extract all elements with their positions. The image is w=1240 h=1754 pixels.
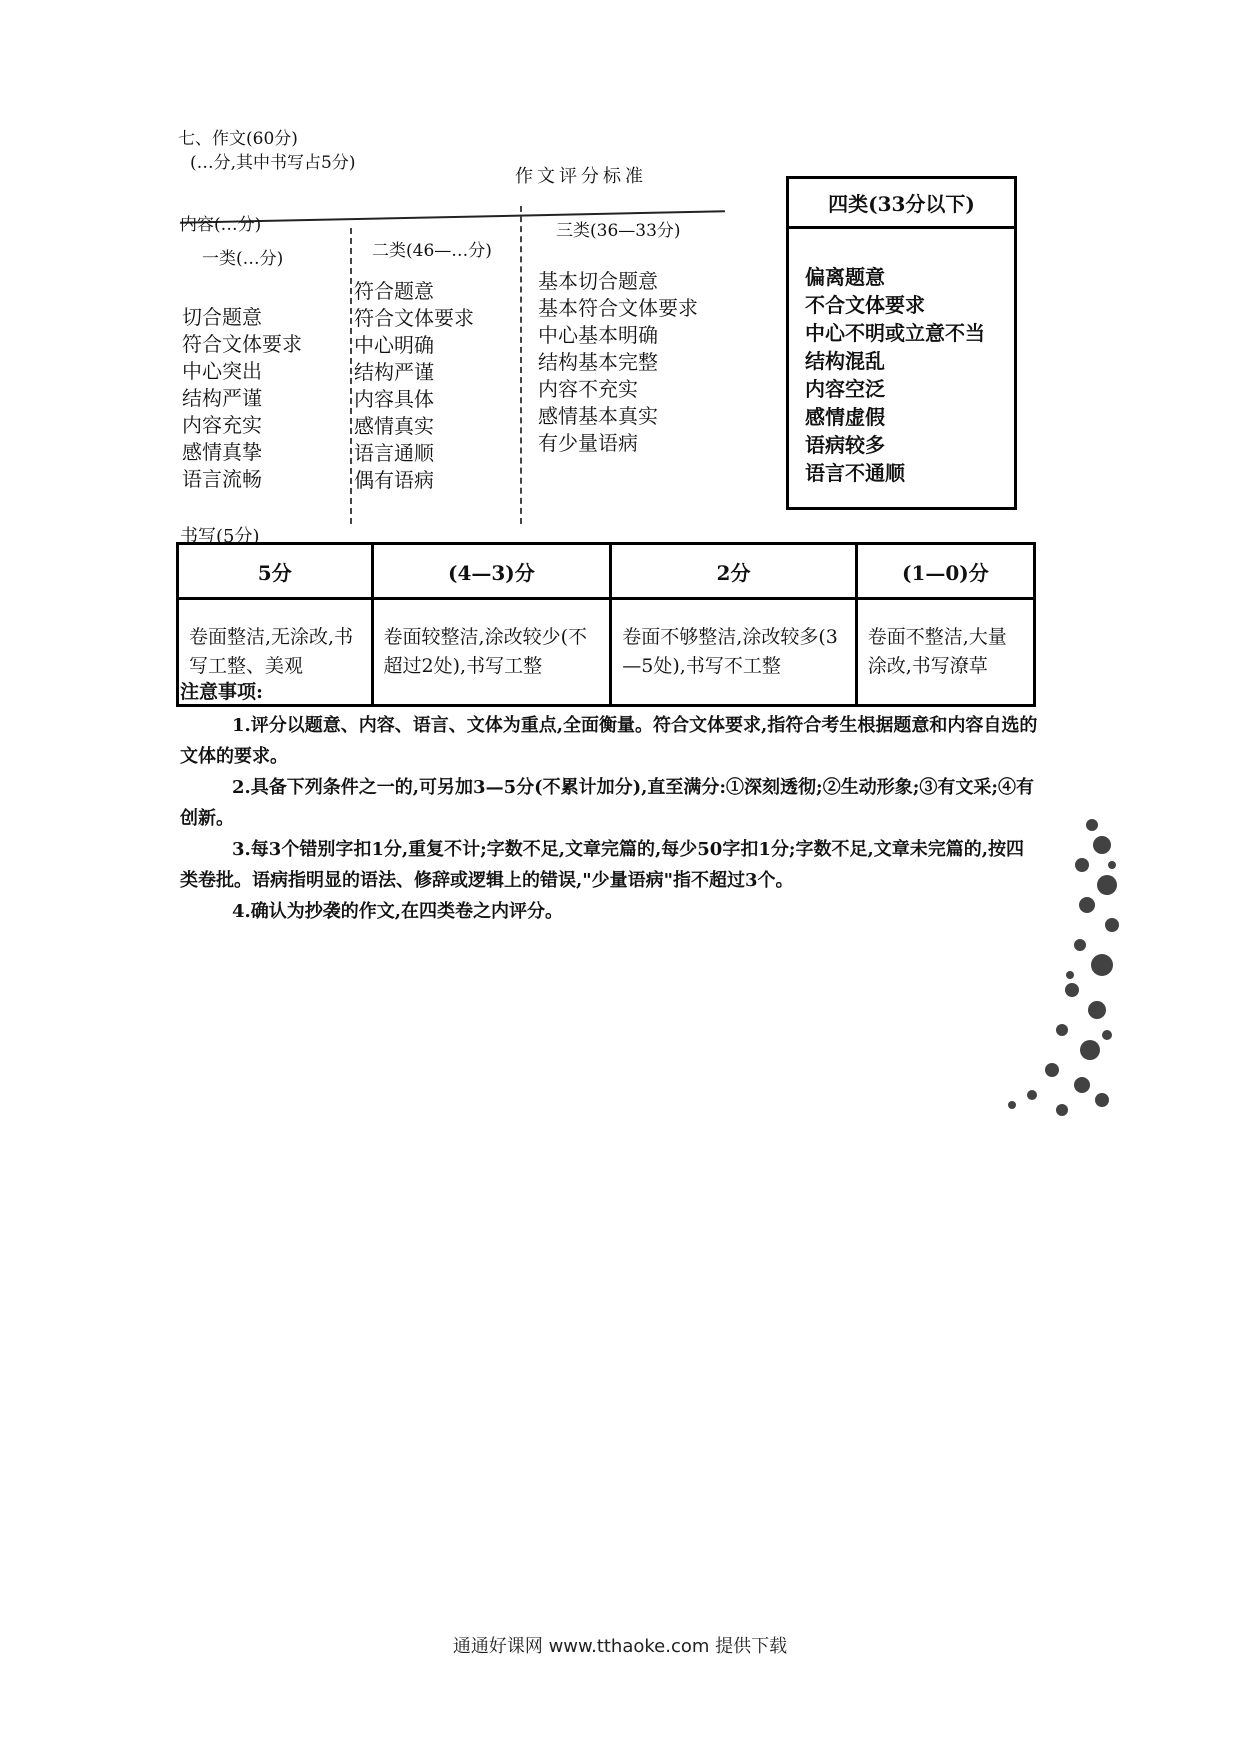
table-cell: 卷面不整洁,大量涂改,书写潦草	[856, 599, 1034, 706]
list-item: 内容不充实	[538, 377, 638, 401]
content-label: 内容(…分)	[180, 215, 262, 235]
table-cell: 卷面不够整洁,涂改较多(3—5处),书写不工整	[611, 599, 856, 706]
notes-section	[180, 677, 1040, 927]
list-item: 感情真实	[354, 414, 434, 438]
list-item: 符合文体要求	[354, 306, 474, 330]
list-item: 有少量语病	[538, 431, 638, 455]
table-header: (4—3)分	[372, 544, 611, 599]
list-item: 感情虚假	[805, 405, 885, 429]
note-item: 1.评分以题意、内容、语言、文体为重点,全面衡量。符合文体要求,指符合考生根据题意和内容自选的文体的要求。	[180, 715, 1038, 767]
list-item: 内容具体	[354, 387, 434, 411]
list-item: 结构基本完整	[538, 350, 658, 374]
class1-list	[182, 304, 302, 493]
list-item: 中心突出	[182, 359, 262, 383]
list-item: 基本符合文体要求	[538, 296, 698, 320]
class3-head: 三类(36—33分)	[556, 221, 681, 241]
table-cell: 卷面较整洁,涂改较少(不超过2处),书写工整	[372, 599, 611, 706]
table-header: (1—0)分	[856, 544, 1034, 599]
note-item: 2.具备下列条件之一的,可另加3—5分(不累计加分),直至满分:①深刻透彻;②生动形象;③有文采;④有创新。	[180, 777, 1034, 829]
scan-smudge	[962, 805, 1122, 1135]
list-item: 结构严谨	[354, 360, 434, 384]
note-item: 3.每3个错别字扣1分,重复不计;字数不足,文章完篇的,每少50字扣1分;字数不足,文章未完篇的,按四类卷批。语病指明显的语法、修辞或逻辑上的错误,"少量语病"指不超过3个。	[180, 839, 1025, 891]
list-item: 语病较多	[805, 433, 885, 457]
table-row	[178, 544, 1035, 599]
notes-title: 注意事项:	[180, 681, 264, 703]
writing-label: 书写(5分)	[180, 526, 260, 547]
list-item: 偶有语病	[354, 468, 434, 492]
list-item: 感情基本真实	[538, 404, 658, 428]
table-title: 作文评分标准	[515, 166, 647, 187]
table-cell: 卷面整洁,无涂改,书写工整、美观	[178, 599, 373, 706]
list-item: 符合文体要求	[182, 332, 302, 356]
list-item: 不合文体要求	[805, 293, 925, 317]
list-item: 语言流畅	[182, 467, 262, 491]
list-item: 偏离题意	[805, 265, 885, 289]
list-item: 中心基本明确	[538, 323, 658, 347]
class4-head: 四类(33分以下)	[789, 179, 1014, 229]
footer-text: 通通好课网 www.tthaoke.com 提供下载	[452, 1636, 788, 1657]
class2-list	[354, 278, 474, 494]
note-item: 4.确认为抄袭的作文,在四类卷之内评分。	[232, 901, 564, 922]
list-item: 中心明确	[354, 333, 434, 357]
scanned-page	[150, 110, 1050, 1040]
list-item: 结构混乱	[805, 349, 885, 373]
column-divider	[350, 228, 352, 524]
list-item: 语言不通顺	[805, 461, 905, 485]
class4-list	[789, 229, 1014, 487]
list-item: 中心不明或立意不当	[805, 321, 985, 345]
list-item: 内容空泛	[805, 377, 885, 401]
list-item: 基本切合题意	[538, 269, 658, 293]
class3-list	[538, 268, 698, 457]
column-divider	[520, 206, 522, 524]
class2-head: 二类(46—…分)	[372, 241, 492, 261]
list-item: 内容充实	[182, 413, 262, 437]
class1-head: 一类(…分)	[202, 249, 284, 269]
table-header: 5分	[178, 544, 373, 599]
list-item: 感情真挚	[182, 440, 262, 464]
section-title: 七、作文(60分)	[178, 129, 298, 149]
list-item: 切合题意	[182, 305, 262, 329]
content-section	[180, 198, 725, 524]
table-header: 2分	[611, 544, 856, 599]
section-subtitle: (…分,其中书写占5分)	[190, 153, 356, 173]
class4-box	[786, 176, 1017, 510]
list-item: 符合题意	[354, 279, 434, 303]
list-item: 结构严谨	[182, 386, 262, 410]
list-item: 语言通顺	[354, 441, 434, 465]
